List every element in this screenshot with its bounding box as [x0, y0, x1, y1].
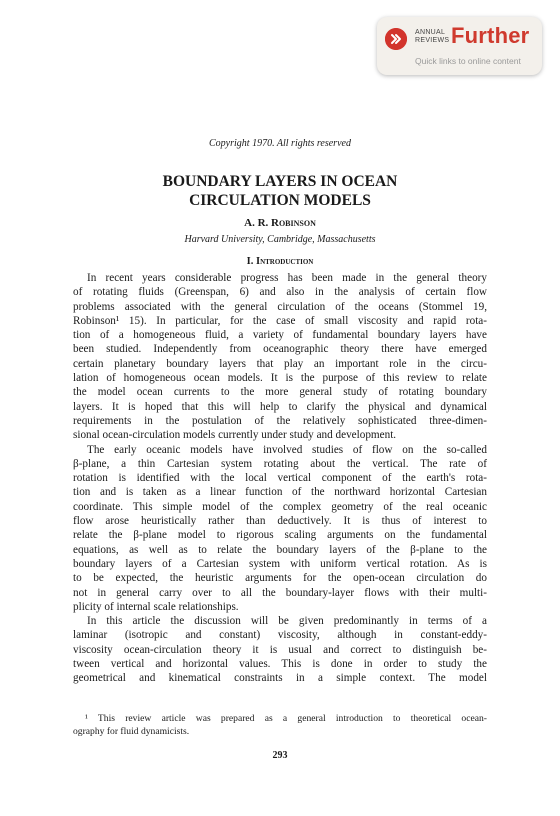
- body-line: lation of homogeneous ocean models. It is the purpose of this review to relate: [73, 372, 487, 385]
- body-line: coordinate. This simple model of the complex geometry of the real oceanic: [73, 500, 487, 513]
- body-text: [73, 271, 487, 686]
- body-line: flow arose heuristically rather than deductively. It is thus of interest to: [73, 515, 487, 528]
- body-line: sional ocean-circulation models currently under study and development.: [73, 429, 397, 442]
- article-title: [0, 172, 560, 210]
- annual-reviews-wordmark: [415, 29, 449, 44]
- body-line: viscosity ocean-circulation theory it is usual and correct to distinguish be-: [73, 643, 487, 656]
- body-line: geometrical and kinematical constraints in a simple context. The model: [73, 672, 487, 685]
- badge-small-line-2: REVIEWS: [415, 36, 450, 44]
- body-line: β-plane, a thin Cartesian system rotating about the vertical. The rate of: [73, 457, 487, 470]
- further-wordmark: Further: [451, 23, 530, 48]
- body-line: The early oceanic models have involved studies of flow on the so-called: [87, 443, 487, 456]
- page-number: 293: [272, 750, 288, 761]
- body-line: of rotating fluids (Greenspan, 6) and also in the analysis of certain flow: [73, 286, 487, 299]
- footnote-line: ¹ This review article was prepared as a general introduction to theoretical ocean-: [85, 713, 487, 724]
- body-line: not in general carry over to all the boundary-layer flows with their multi-: [73, 586, 487, 599]
- body-line: the model ocean currents to the more general study of rotating boundary: [73, 386, 487, 399]
- body-line: rotation is identified with the local vertical component of the earth's rota-: [73, 472, 487, 485]
- body-line: plicity of internal scale relationships.: [73, 600, 239, 613]
- annual-reviews-logo-icon: [385, 28, 407, 50]
- body-line: to be expected, the heuristic arguments for the open-ocean circulation do: [73, 572, 487, 585]
- body-line: In recent years considerable progress has been made in the general theory: [87, 272, 487, 284]
- badge-small-line-1: ANNUAL: [415, 29, 446, 36]
- footnote: [73, 713, 487, 738]
- footnote-line: ography for fluid dynamicists.: [73, 725, 190, 737]
- body-line: tween vertical and horizontal values. This is done in order to study the: [73, 658, 487, 671]
- copyright-notice: Copyright 1970. All rights reserved: [209, 138, 351, 149]
- body-line: tion of a homogeneous fluid, a variety of fundamental boundary layers have: [73, 329, 487, 342]
- body-line: tion and is taken as a linear function of the northward horizontal Cartesian: [73, 486, 487, 499]
- author-name: A. R. Robinson: [244, 217, 316, 229]
- body-line: problems associated with the general circulation of the oceans (Stommel 19,: [73, 300, 487, 313]
- body-line: been studied. Independently from oceanographic theory there have emerged: [73, 343, 487, 356]
- section-heading: I. Introduction: [246, 256, 314, 267]
- body-line: boundary layers of a Cartesian system with uniform vertical rotation. As is: [73, 557, 487, 570]
- further-badge[interactable]: [377, 17, 542, 75]
- article-title-line-1: BOUNDARY LAYERS IN OCEAN: [162, 173, 398, 190]
- body-line: certain planetary boundary layers that play an important role in the circu-: [73, 357, 487, 370]
- body-line: In this article the discussion will be given predominantly in terms of a: [87, 615, 487, 628]
- further-tagline-link[interactable]: Quick links to online content: [415, 56, 521, 66]
- body-line: equations, as well as to relate the boundary layers of the β-plane to the: [73, 543, 487, 556]
- body-line: Robinson¹ 15). In particular, for the case of small viscosity and rapid rota-: [73, 314, 487, 327]
- body-line: requirements in the postulation of the relatively sophisticated three-dimen-: [73, 414, 487, 427]
- body-line: laminar (isotropic and constant) viscosity, although in constant-eddy-: [73, 629, 487, 642]
- body-line: layers. It is hoped that this will help to clarify the physical and dynamical: [73, 400, 487, 413]
- author-affiliation: Harvard University, Cambridge, Massachusetts: [184, 234, 376, 245]
- article-title-line-2: CIRCULATION MODELS: [189, 192, 371, 209]
- body-line: relate the β-plane model to rigorous scaling arguments on the fundamental: [73, 529, 487, 542]
